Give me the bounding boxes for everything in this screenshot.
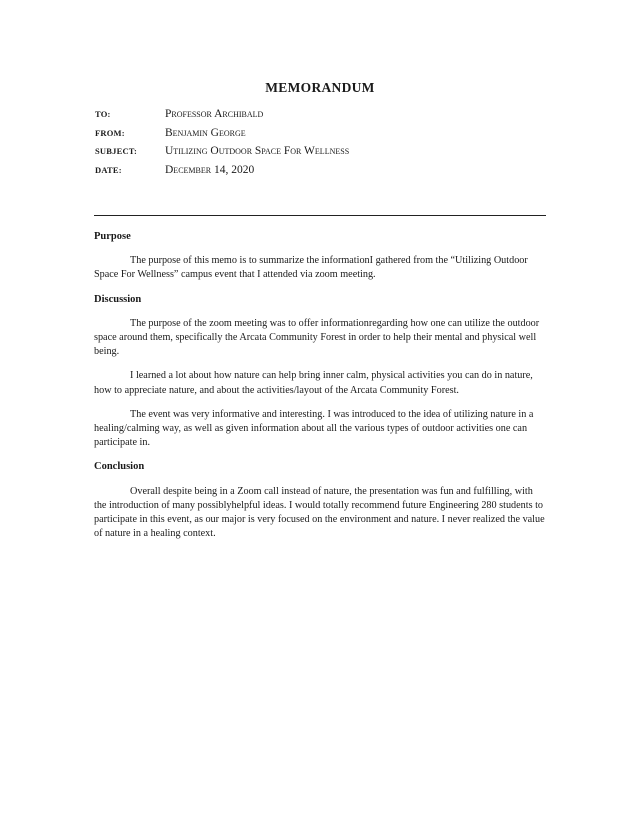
section-heading: Purpose <box>94 231 131 242</box>
header-divider <box>94 215 546 216</box>
memo-body <box>94 230 546 551</box>
paragraph: The purpose of this memo is to summarize the informationI gathered from the “Utilizing Outdoor Space For Wellness” campus event that I attended via zoom meeting. <box>94 255 528 281</box>
memo-header <box>95 108 349 182</box>
header-row-date <box>95 164 349 183</box>
header-row-from <box>95 127 349 146</box>
to-label: TO: <box>95 109 111 119</box>
paragraph: The event was very informative and interesting. I was introduced to the idea of utilizing nature in a healing/calming way, as well as given information about all the various types of outdoor activities one can participate in. <box>94 408 534 449</box>
section-heading: Discussion <box>94 293 142 305</box>
section-conclusion <box>94 460 546 541</box>
from-label: FROM: <box>95 127 125 138</box>
header-row-to <box>95 108 349 127</box>
from-value: Benjamin George <box>165 126 246 139</box>
to-value: Professor Archibald <box>165 108 264 120</box>
memo-title: MEMORANDUM <box>265 80 375 95</box>
date-value: December 14, 2020 <box>165 163 255 176</box>
section-heading: Conclusion <box>94 461 145 473</box>
subject-value: Utilizing Outdoor Space For Wellness <box>165 145 350 157</box>
header-row-subject <box>95 145 349 164</box>
section-discussion <box>94 293 546 451</box>
paragraph: Overall despite being in a Zoom call instead of nature, the presentation was fun and fulfilling, with the introduction of many possiblyhelpful ideas. I would totally recommend future Engineering 280 students to participate in this event, as our major is very focused on the environment and nature. I never realized the value of nature in a healing context. <box>94 485 545 540</box>
paragraph: I learned a lot about how nature can help bring inner calm, physical activities you can do in nature, how to appreciate nature, and about the activities/layout of the Arcata Community Forest. <box>94 370 533 396</box>
subject-label: SUBJECT: <box>95 146 138 156</box>
section-purpose <box>94 230 546 283</box>
paragraph: The purpose of the zoom meeting was to offer informationregarding how one can utilize the outdoor space around them, specifically the Arcata Community Forest in order to help their mental and physical well being. <box>94 317 540 358</box>
date-label: DATE: <box>95 164 122 175</box>
